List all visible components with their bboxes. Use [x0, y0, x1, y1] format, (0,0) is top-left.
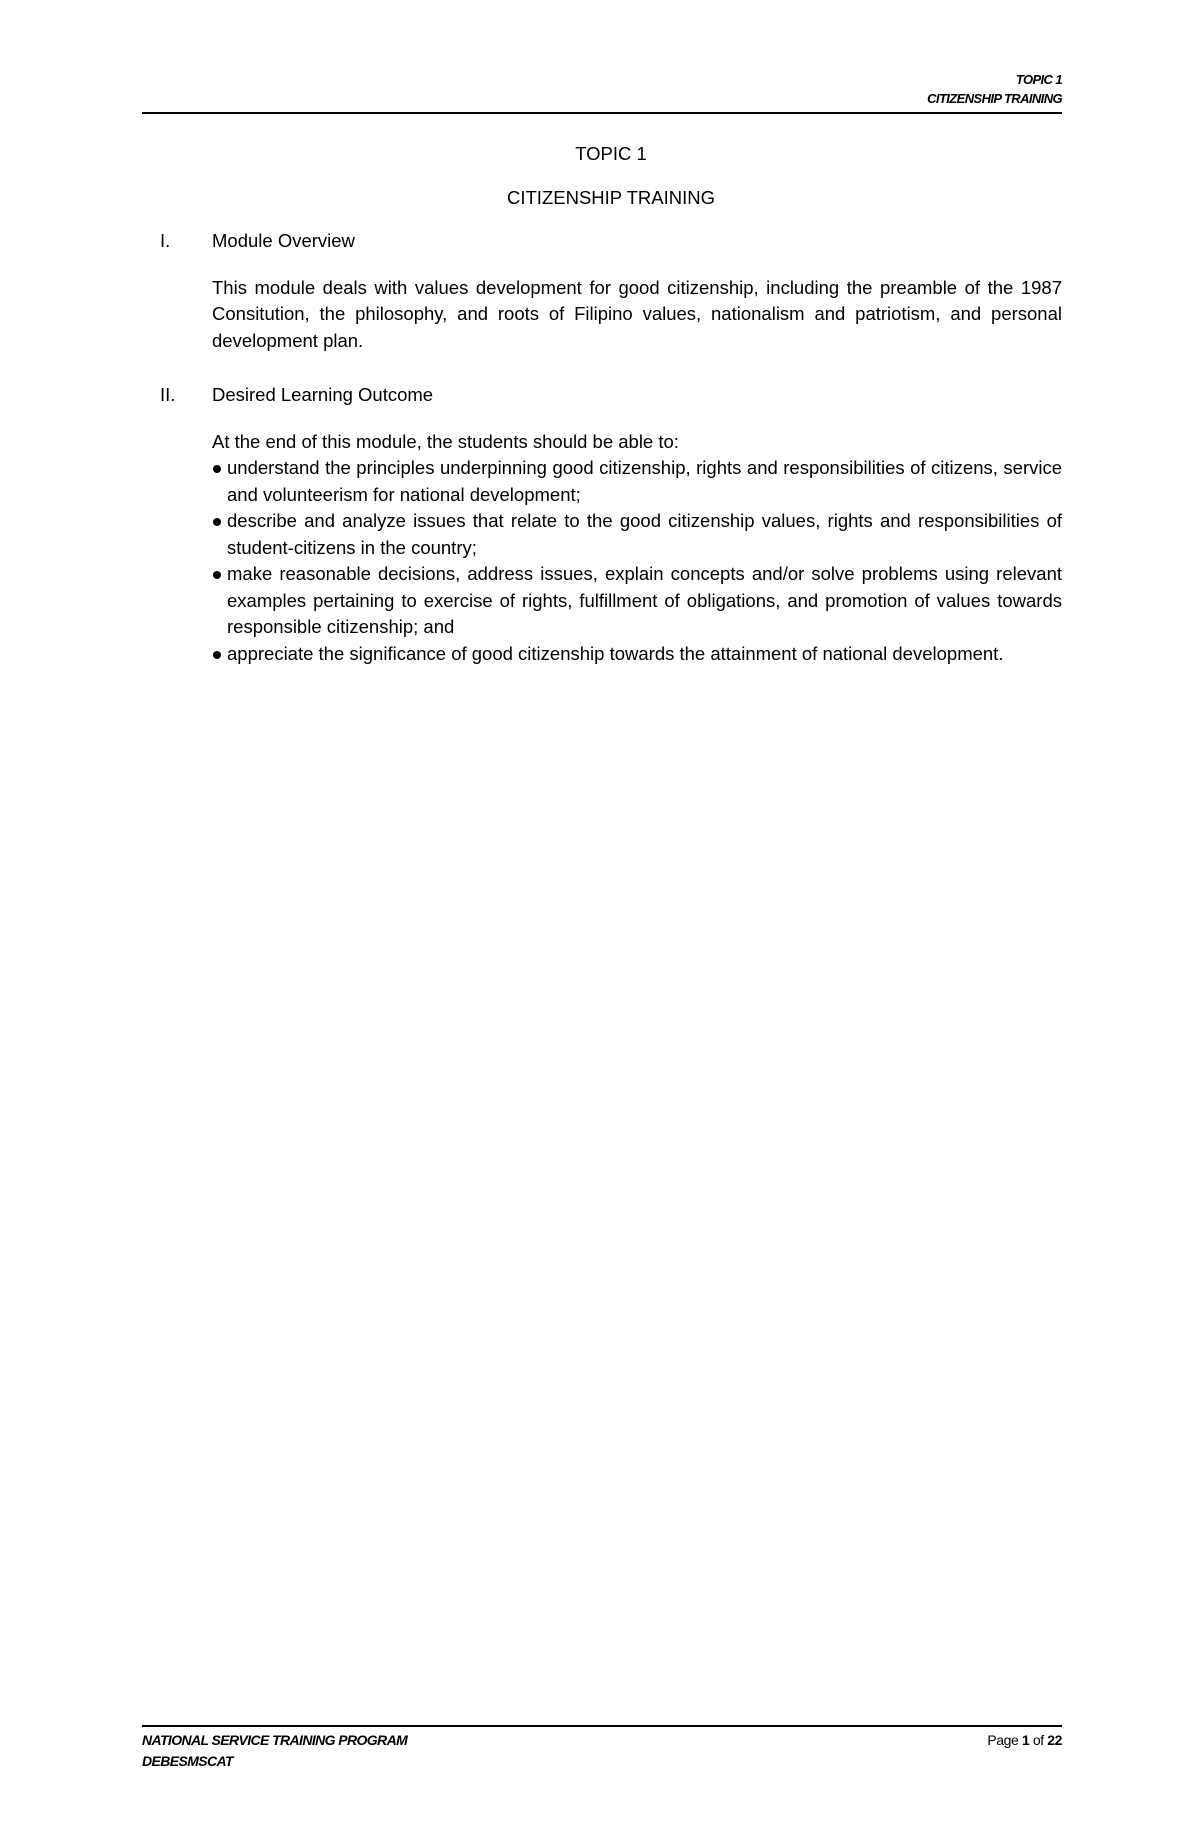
document-title: CITIZENSHIP TRAINING: [507, 186, 715, 208]
bullet-icon: [213, 651, 221, 659]
page-footer: [142, 1725, 1062, 1772]
section-number: II.: [160, 384, 176, 405]
section-heading-outcome: [160, 382, 1062, 409]
overview-paragraph: This module deals with values development for good citizenship, including the preamble of the 1987 Consitution, the philosophy, and roots of Filipino values, nationalism and patriotism, and personal development plan.: [212, 276, 1062, 351]
list-item: [212, 641, 1062, 668]
section-title: Module Overview: [212, 230, 355, 251]
list-item: [212, 561, 1062, 641]
list-item: [212, 508, 1062, 561]
document-body: [160, 141, 1062, 667]
bullet-icon: [213, 518, 221, 526]
bullet-icon: [213, 465, 221, 473]
page-header: [142, 70, 1062, 114]
list-item-text: appreciate the significance of good citizenship towards the attainment of national development.: [227, 642, 1004, 664]
bullet-icon: [213, 571, 221, 579]
outcome-list: [160, 455, 1062, 667]
footer-program: NATIONAL SERVICE TRAINING PROGRAM: [142, 1732, 408, 1748]
page-total: 22: [1047, 1732, 1062, 1748]
page-label: Page: [987, 1732, 1019, 1748]
list-item-text: understand the principles underpinning good citizenship, rights and responsibilities of citizens, service and volunteerism for national development;: [227, 457, 1062, 505]
section-number: I.: [160, 230, 171, 251]
section-title: Desired Learning Outcome: [212, 384, 434, 405]
list-item-text: describe and analyze issues that relate to the good citizenship values, rights and responsibilities of student-citizens in the country;: [227, 510, 1062, 558]
header-topic: TOPIC 1: [1015, 72, 1062, 87]
header-subtitle: CITIZENSHIP TRAINING: [927, 91, 1062, 106]
topic-title: TOPIC 1: [575, 143, 647, 164]
section-heading-overview: [160, 228, 1062, 255]
list-item-text: make reasonable decisions, address issues, explain concepts and/or solve problems using relevant examples pertaining to exercise of rights, fulfillment of obligations, and promotion of values towards responsible citizenship; and: [227, 563, 1062, 637]
list-item: [212, 455, 1062, 508]
page-number: [987, 1730, 1062, 1751]
outcome-intro: At the end of this module, the students should be able to:: [212, 430, 679, 452]
footer-school: DEBESMSCAT: [142, 1753, 233, 1769]
page-current: 1: [1021, 1732, 1030, 1748]
page-of: of: [1032, 1732, 1044, 1748]
